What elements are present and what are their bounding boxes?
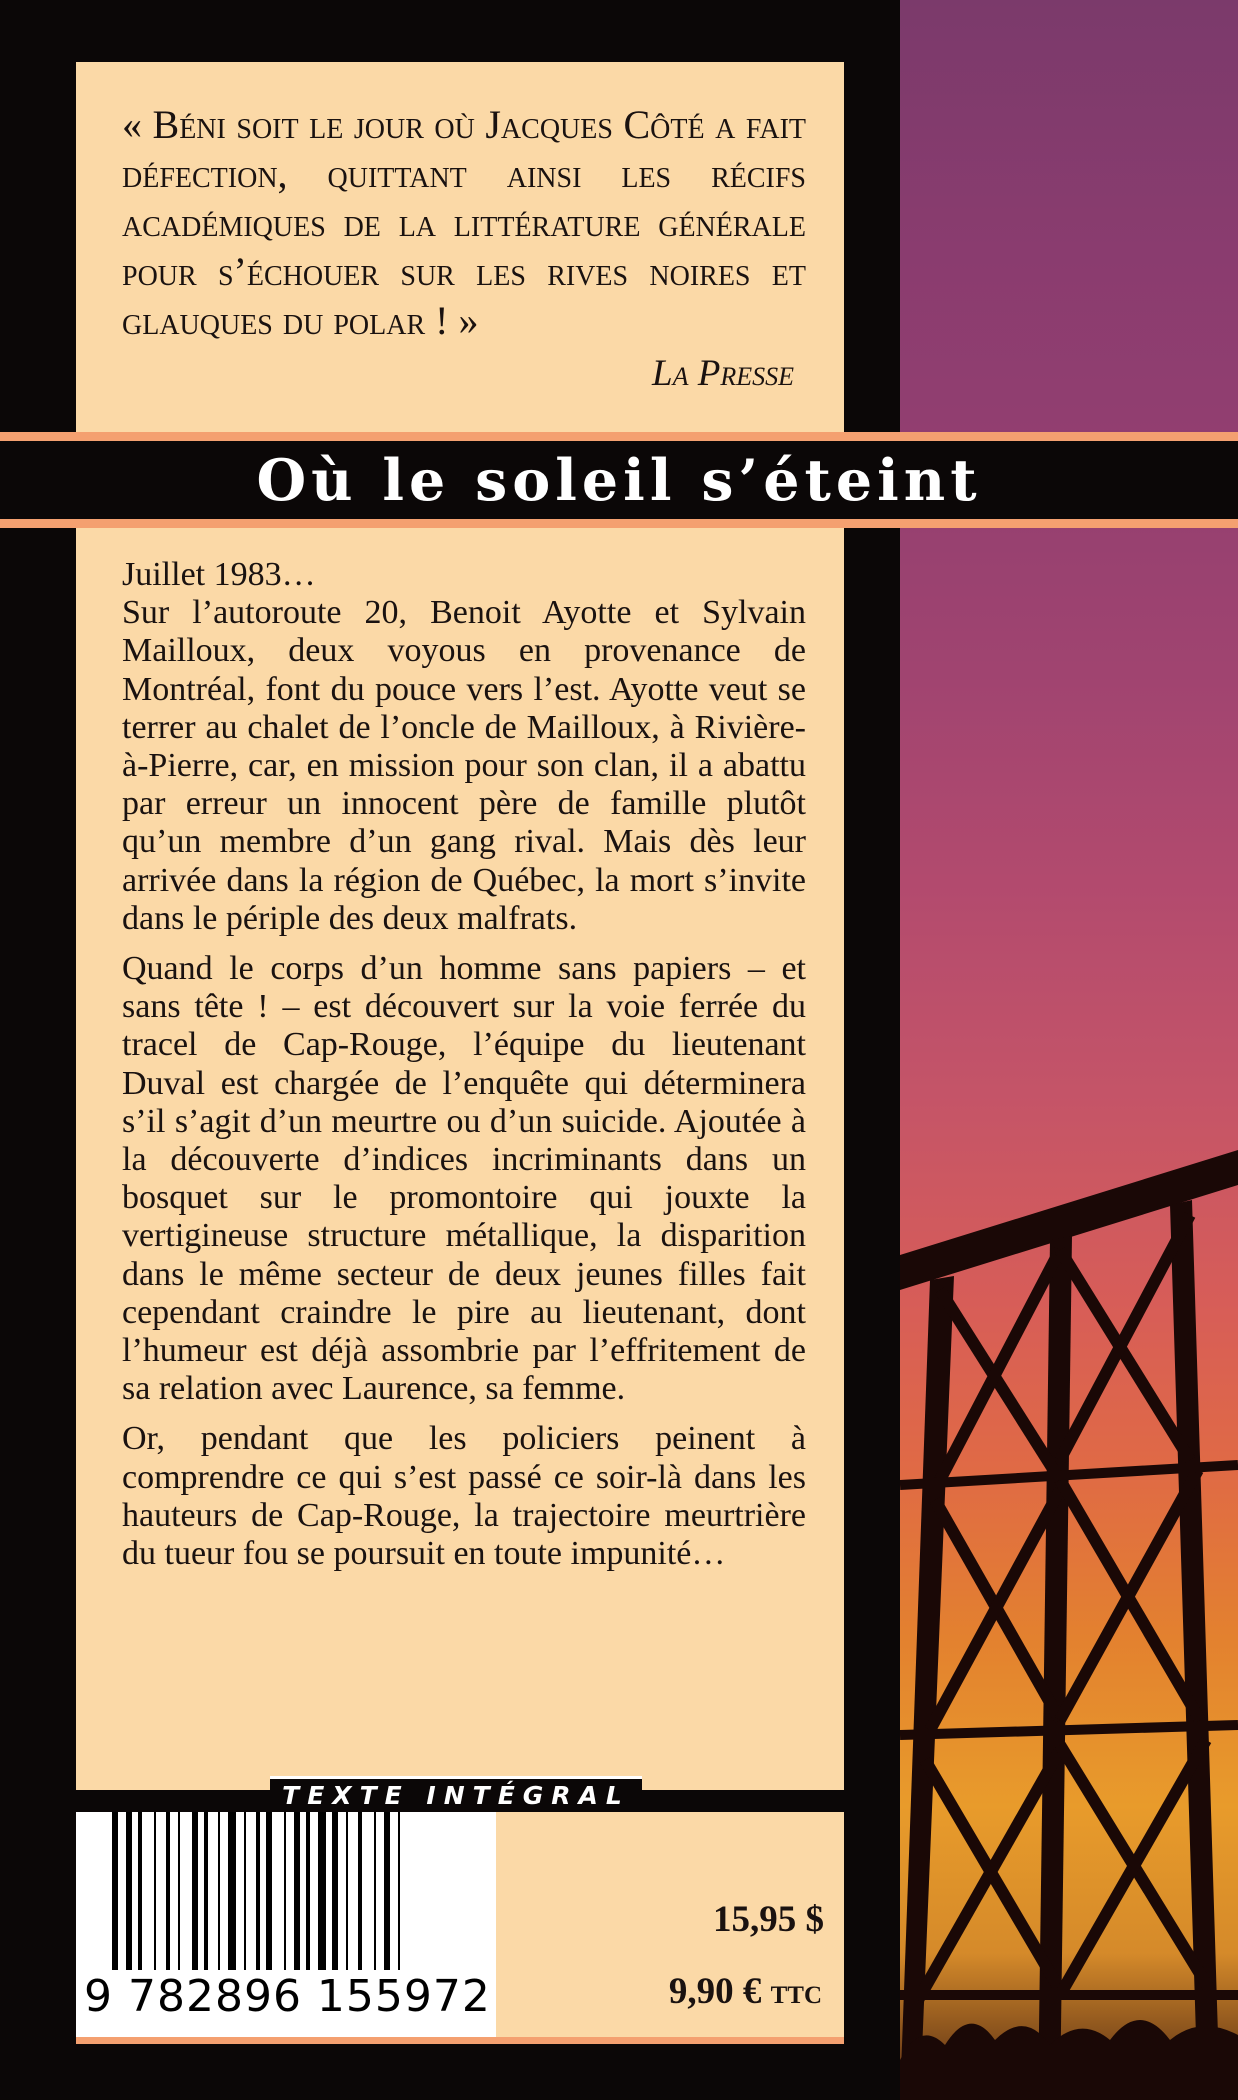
barcode-bar	[358, 1812, 362, 1970]
barcode-bar	[228, 1812, 236, 1970]
barcode-bar	[218, 1812, 220, 1970]
barcode-bar	[192, 1812, 198, 1970]
price-cad: 15,95 $	[713, 1899, 824, 1940]
synopsis-text	[122, 556, 806, 1585]
barcode-bar	[318, 1812, 326, 1970]
review-source: La Presse	[652, 353, 794, 394]
barcode-bar	[178, 1812, 180, 1970]
barcode-bar	[266, 1812, 272, 1970]
barcode-bar	[138, 1812, 142, 1970]
barcode-bar	[332, 1812, 338, 1970]
barcode-bar	[398, 1812, 400, 1970]
barcode-bar	[126, 1812, 132, 1970]
review-quote-panel	[76, 62, 844, 432]
barcode-bar	[284, 1812, 286, 1970]
synopsis-paragraph: Quand le corps d’un homme sans papiers – et sans tête ! – est découvert sur la voie ferrée du tracel de Cap-Rouge, l’équipe du lieutenant Duval est chargée de l’enquête qui déterminera s’il s’agit d’un meurtre ou d’un suicide. Ajoutée à la découverte d’indices incriminants dans un bosquet sur le promontoire qui jouxte la vertigineuse structure métallique, la disparition dans le même secteur de deux jeunes filles fait cependant craindre le pire au lieutenant, dont l’humeur est déjà assombrie par l’effritement de sa relation avec Laurence, sa femme.	[122, 950, 806, 1408]
price-eur-value: 9,90 €	[668, 1971, 762, 2012]
synopsis-paragraph: Sur l’autoroute 20, Benoit Ayotte et Sylvain Mailloux, deux voyous en provenance de Montréal, font du pouce vers l’est. Ayotte veut se terrer au chalet de l’oncle de Mailloux, à Rivière-à-Pierre, car, en mission pour son clan, il a abattu par erreur un innocent père de famille plutôt qu’un membre d’un gang rival. Mais dès leur arrivée dans la région de Québec, la mort s’invite dans le périple des deux malfrats.	[122, 594, 806, 937]
barcode-bar	[306, 1812, 310, 1970]
cover-photo-trestle-bridge	[900, 0, 1238, 2100]
barcode-bar	[112, 1812, 118, 1970]
barcode-bar	[346, 1812, 348, 1970]
barcode-bar	[204, 1812, 208, 1970]
barcode-bar	[154, 1812, 156, 1970]
barcode-bar	[244, 1812, 246, 1970]
review-quote: « Béni soit le jour où Jacques Côté a fait défection, quittant ainsi les récifs académiques de la littérature générale pour s’échouer sur les rives noires et glauques du polar ! »	[122, 102, 806, 343]
synopsis-intro: Juillet 1983…	[122, 556, 316, 593]
price-eur	[669, 1970, 822, 2013]
barcode-bar	[256, 1812, 260, 1970]
barcode-bar	[384, 1812, 390, 1970]
isbn-barcode	[76, 1812, 496, 2037]
isbn-number: 9 782896 155972	[84, 1971, 491, 2022]
barcode-bar	[294, 1812, 300, 1970]
title-band	[0, 432, 1238, 528]
bottom-accent-line	[76, 2037, 844, 2044]
synopsis-paragraph: Or, pendant que les policiers peinent à comprendre ce qui s’est passé ce soir-là dans les hauteurs de Cap-Rouge, la trajectoire meurtrière du tueur fou se poursuit en toute impunité…	[122, 1420, 806, 1573]
price-panel	[496, 1812, 844, 2037]
barcode-bar	[374, 1812, 376, 1970]
price-eur-suffix: TTC	[770, 1982, 822, 2009]
barcode-bar	[166, 1812, 170, 1970]
edition-badge: TEXTE INTÉGRAL	[270, 1776, 642, 1817]
book-title: Où le soleil s’éteint	[256, 447, 982, 514]
synopsis-panel	[76, 528, 844, 1790]
